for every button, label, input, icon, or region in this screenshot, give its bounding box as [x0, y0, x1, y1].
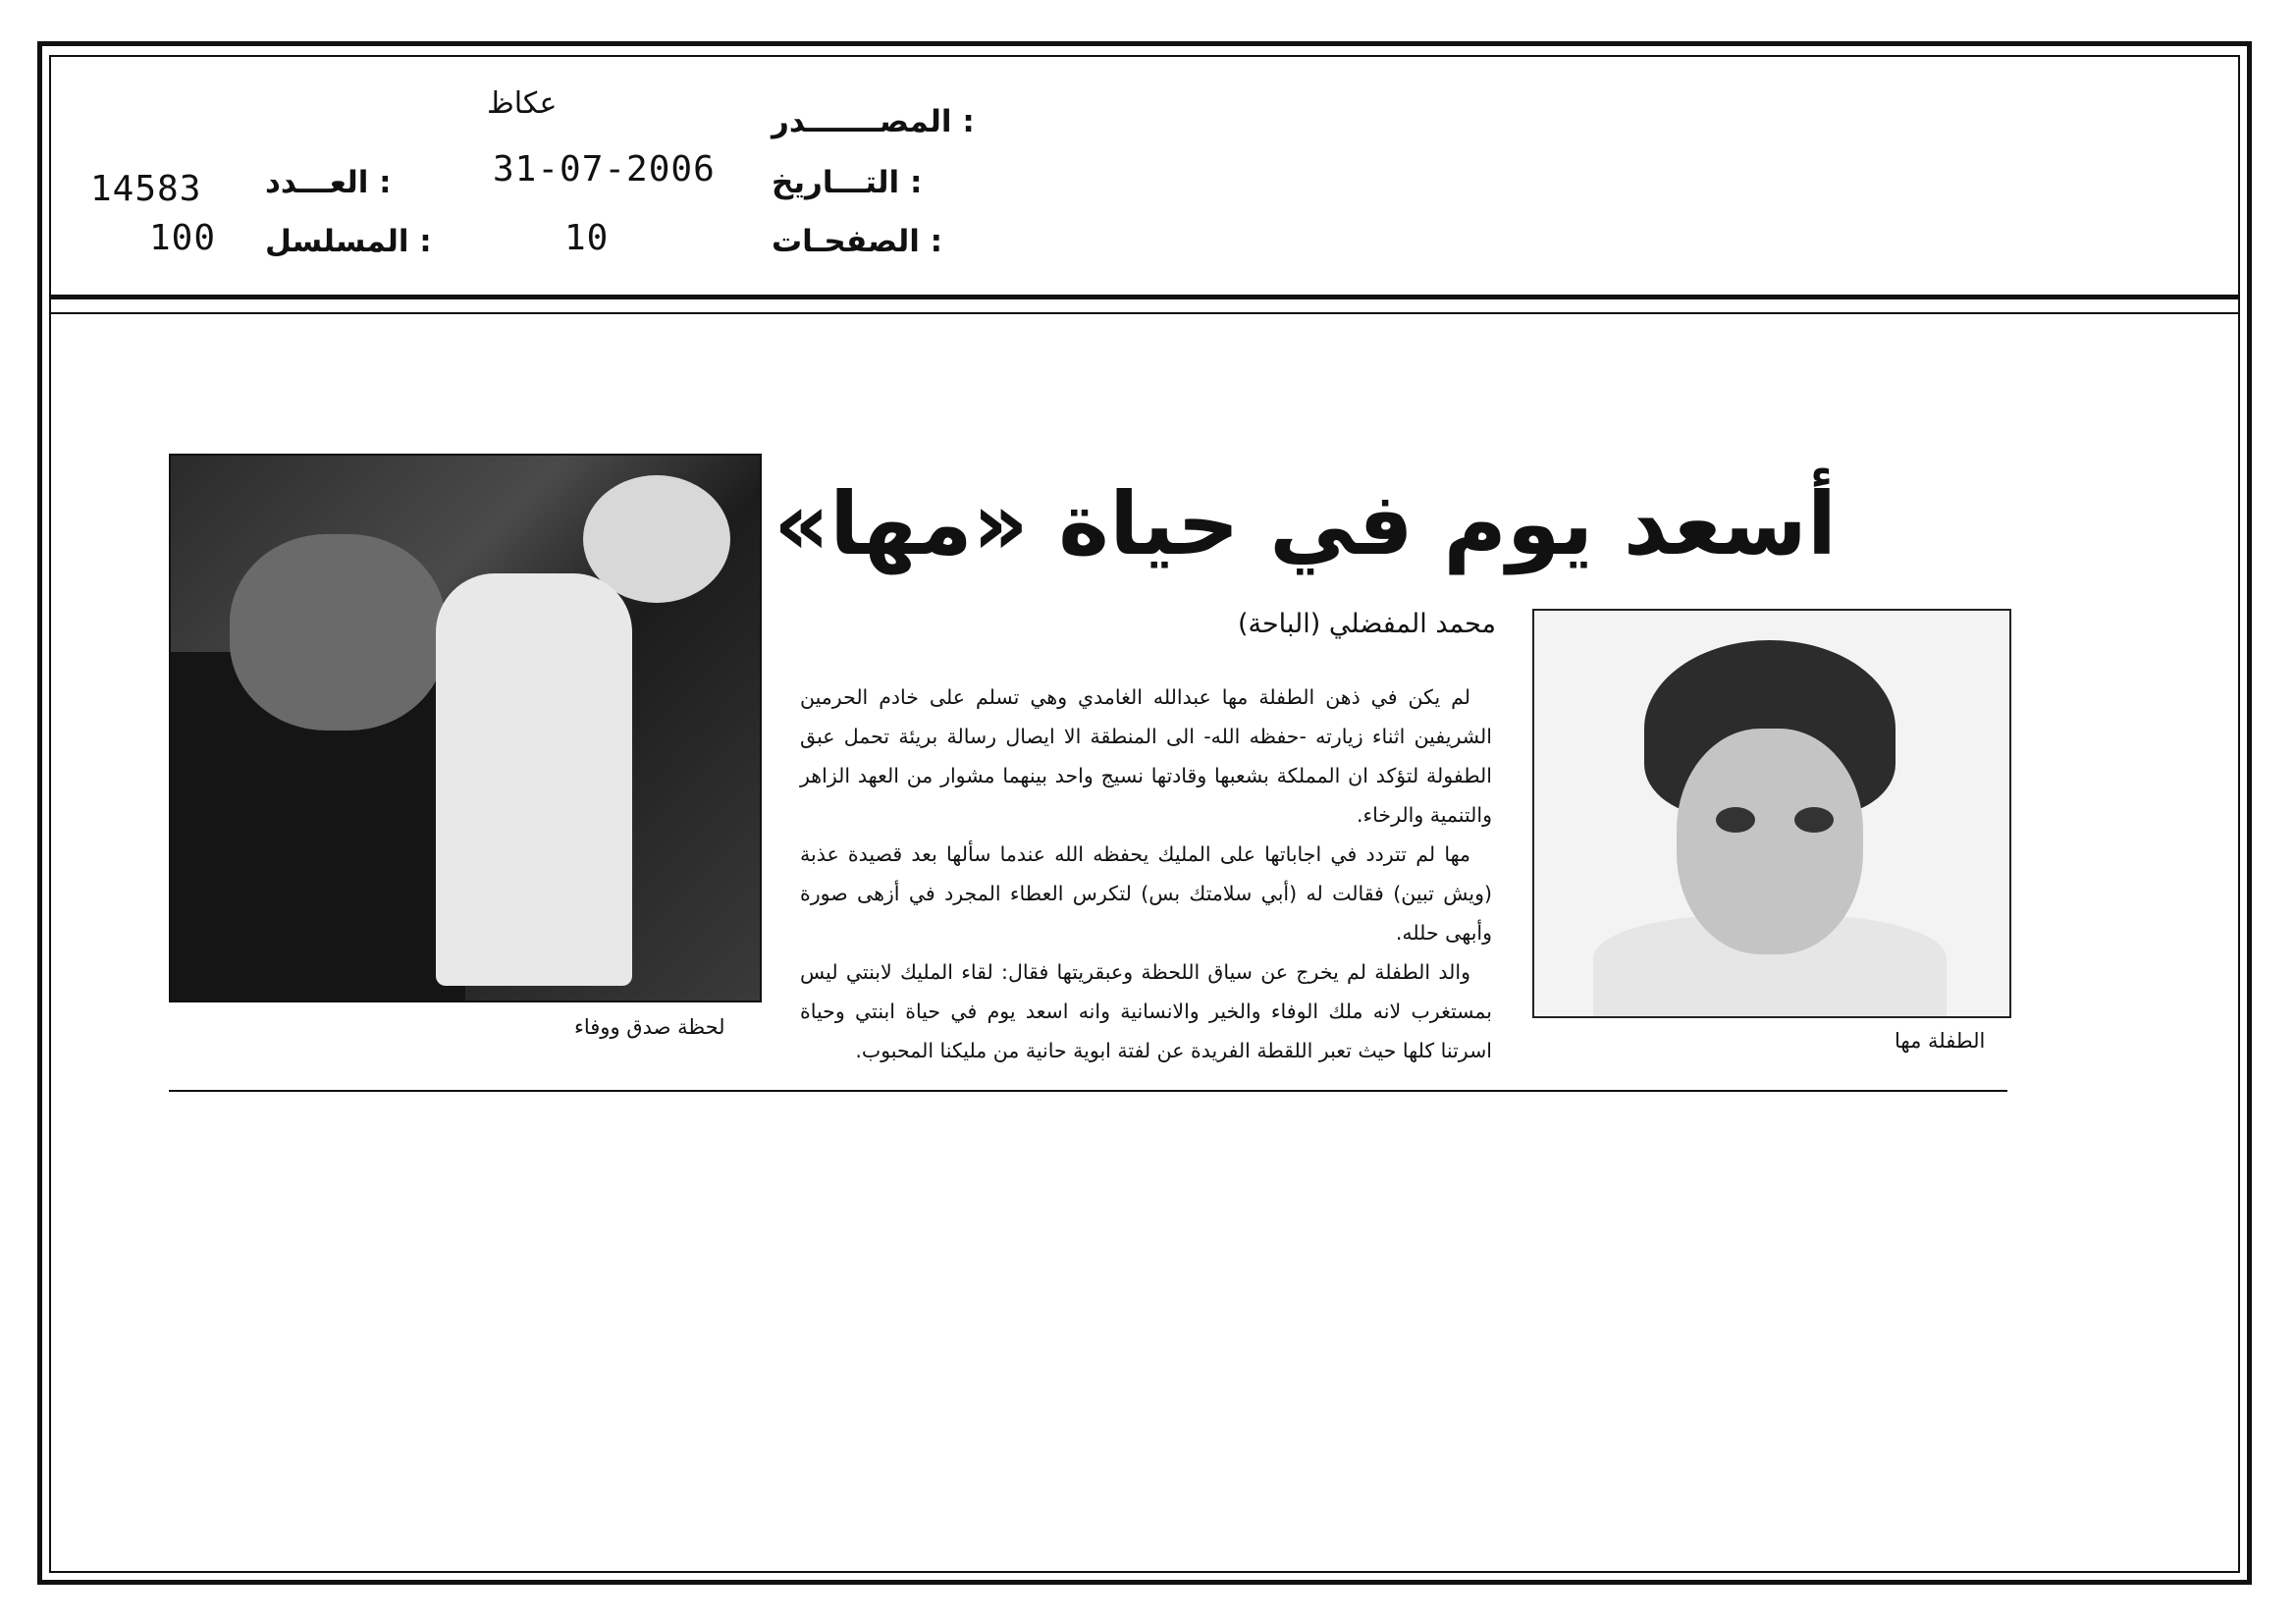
date-value: 31-07-2006	[493, 149, 716, 189]
article-paragraph: والد الطفلة لم يخرج عن سياق اللحظة وعبقريتها فقال: لقاء المليك لابنتي ليس بمستغرب لانه ملك الوفاء والخير والانسانية وانه اسعد يوم في حياة ابنتي وحياة اسرتنا كلها حيث تعبر اللقطة الفريدة عن لفتة ابوية حانية من مليكنا المحبوب.	[800, 960, 1492, 1062]
photo-king-greeting	[169, 454, 762, 1002]
source-label: المصـــــــدر :	[772, 104, 975, 139]
caption-right: الطفلة مها	[1895, 1029, 1986, 1053]
header-divider-thin	[49, 312, 2240, 314]
pages-value: 10	[564, 218, 610, 258]
photo-child-maha	[1532, 609, 2011, 1018]
issue-label: العـــدد :	[265, 165, 392, 200]
article-body	[800, 677, 1492, 1070]
issue-value: 14583	[90, 169, 202, 209]
source-value: عكاظ	[487, 86, 558, 121]
serial-value: 100	[149, 218, 217, 258]
date-label: التـــاريخ :	[772, 165, 923, 200]
caption-left: لحظة صدق ووفاء	[574, 1015, 725, 1039]
serial-label: المسلسل :	[265, 224, 432, 259]
pages-label: الصفحـات :	[772, 224, 943, 259]
byline: محمد المفضلي (الباحة)	[1237, 609, 1496, 639]
article-bottom-rule	[169, 1090, 2007, 1092]
article-paragraph: لم يكن في ذهن الطفلة مها عبدالله الغامدي وهي تسلم على خادم الحرمين الشريفين اثناء زيارته -حفظه الله- الى المنطقة الا ايصال رسالة بريئة تحمل عبق الطفولة لتؤكد ان المملكة بشعبها وقادتها نسيج واحد بينهما مشوار من العهد الزاهر والتنمية والرخاء.	[800, 685, 1492, 827]
header-divider	[49, 295, 2240, 299]
article-paragraph: مها لم تتردد في اجاباتها على المليك يحفظه الله عندما سألها بعد قصيدة عذبة (ويش تبين) فقالت له (أبي سلامتك بس) لتكرس العطاء المجرد في أزهى صورة وأبهى حلله.	[800, 842, 1492, 945]
headline: أسعد يوم في حياة «مها»	[774, 473, 1837, 574]
